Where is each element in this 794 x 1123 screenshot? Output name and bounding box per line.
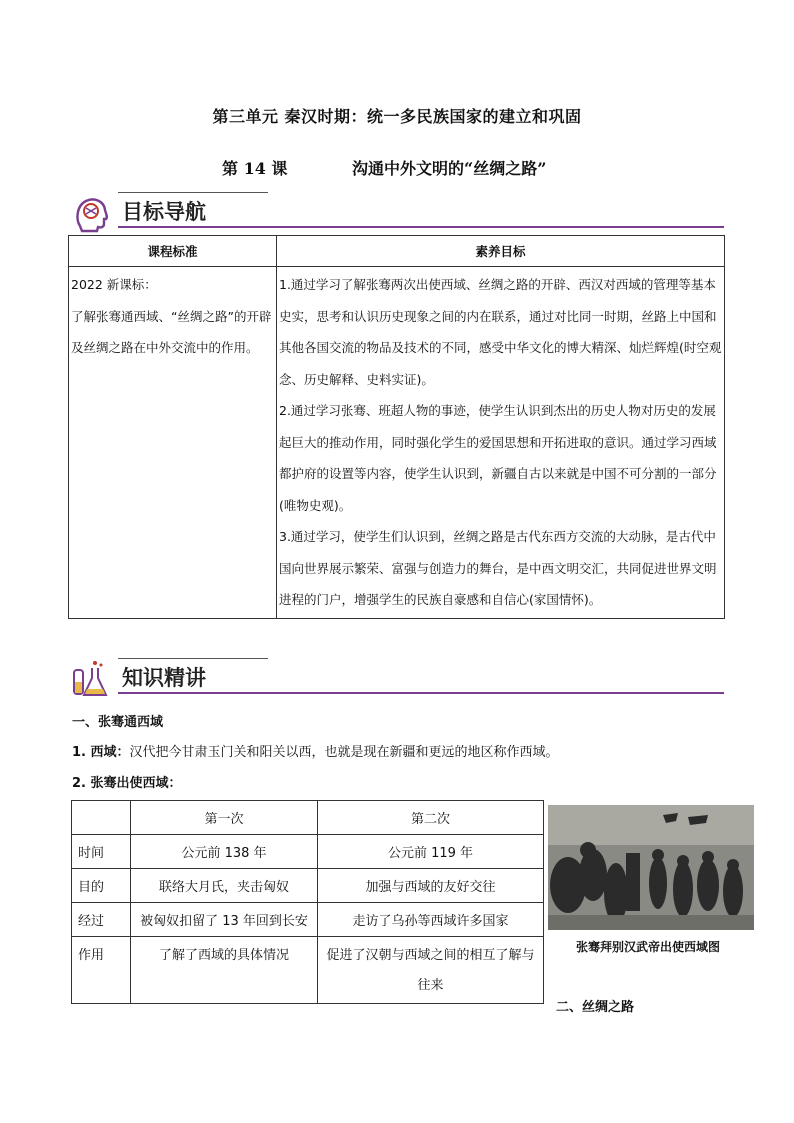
table-row: [72, 903, 544, 937]
table-header-row: [69, 236, 725, 267]
header-course-standard: 课程标准: [69, 236, 277, 267]
envoy-table: [71, 800, 544, 1004]
table-cell: 走访了乌孙等西域许多国家: [318, 903, 544, 937]
header-second: 第二次: [318, 801, 544, 835]
heading-zhangqian: 一、张骞通西域: [72, 715, 164, 730]
table-cell: 联络大月氏，夹击匈奴: [131, 869, 318, 903]
header-first: 第一次: [131, 801, 318, 835]
table-row: [72, 869, 544, 903]
definition-western-regions: 汉代把今甘肃玉门关和阳关以西，也就是现在新疆和更远的地区称作西域。: [129, 745, 559, 760]
term-western-regions: 1. 西域：: [72, 745, 130, 760]
row-label: 时间: [72, 835, 131, 869]
row-label: 经过: [72, 903, 131, 937]
unit-title: 第三单元 秦汉时期：统一多民族国家的建立和巩固: [212, 107, 582, 126]
paragraph-western-regions: [72, 741, 559, 760]
heading-envoy: 2. 张骞出使西域：: [72, 776, 182, 791]
standard-line-1: 2022 新课标：: [71, 277, 157, 292]
section-rule: [118, 692, 724, 694]
table-cell: 公元前 119 年: [318, 835, 544, 869]
targets-cell: [277, 267, 725, 619]
mural-image: [548, 805, 754, 930]
row-label: 目的: [72, 869, 131, 903]
table-cell: 促进了汉朝与西域之间的相互了解与往来: [318, 937, 544, 1004]
section-header-goals: [70, 192, 724, 234]
header-competency-goals: 素养目标: [277, 236, 725, 267]
figure-caption: 张骞拜别汉武帝出使西域图: [575, 940, 720, 954]
section-label-knowledge: 知识精讲: [122, 666, 206, 690]
table-cell: 加强与西域的友好交往: [318, 869, 544, 903]
section-top-line: [118, 192, 268, 193]
section-header-knowledge: [70, 658, 724, 700]
standard-line-2: 了解张骞通西域、“丝绸之路”的开辟及丝绸之路在中外交流中的作用。: [71, 308, 272, 355]
row-label: 作用: [72, 937, 131, 1004]
goals-table: [68, 235, 725, 619]
table-header-row: [72, 801, 544, 835]
table-cell: 了解了西域的具体情况: [131, 937, 318, 1004]
standard-cell: [69, 267, 277, 619]
section-rule: [118, 226, 724, 228]
table-cell: 公元前 138 年: [131, 835, 318, 869]
corner-cell: [72, 801, 131, 835]
section-top-line: [118, 658, 268, 659]
target-3: 3.通过学习，使学生们认识到，丝绸之路是古代东西方交流的大动脉，是古代中国向世界展示繁荣、富强与创造力的舞台，是中西文明交汇，共同促进世界文明进程的门户，增强学生的民族自豪感和自信心(家国情怀)。: [279, 529, 717, 607]
lesson-title: 沟通中外文明的“丝绸之路”: [352, 159, 547, 178]
heading-silk-road: 二、丝绸之路: [556, 1000, 635, 1015]
table-row: [72, 937, 544, 1004]
mural-illustration: [548, 805, 754, 930]
lab-flask-icon: [70, 658, 112, 700]
target-1: 1.通过学习了解张骞两次出使西域、丝绸之路的开辟、西汉对西域的管理等基本史实，思考和认识历史现象之间的内在联系，通过对比同一时期，丝路上中国和其他各国交流的物品及技术的不同，感受中华文化的博大精深、灿烂辉煌(时空观念、历史解释、史料实证)。: [279, 277, 722, 387]
table-row: [69, 267, 725, 619]
brain-head-icon: [70, 192, 112, 234]
table-row: [72, 835, 544, 869]
lesson-number: 第 14 课: [222, 159, 288, 178]
table-cell: 被匈奴扣留了 13 年回到长安: [131, 903, 318, 937]
section-label-goals: 目标导航: [122, 200, 206, 224]
target-2: 2.通过学习张骞、班超人物的事迹，使学生认识到杰出的历史人物对历史的发展起巨大的推动作用，同时强化学生的爱国思想和开拓进取的意识。通过学习西域都护府的设置等内容，使学生认识到，新疆自古以来就是中国不可分割的一部分(唯物史观)。: [279, 403, 717, 513]
